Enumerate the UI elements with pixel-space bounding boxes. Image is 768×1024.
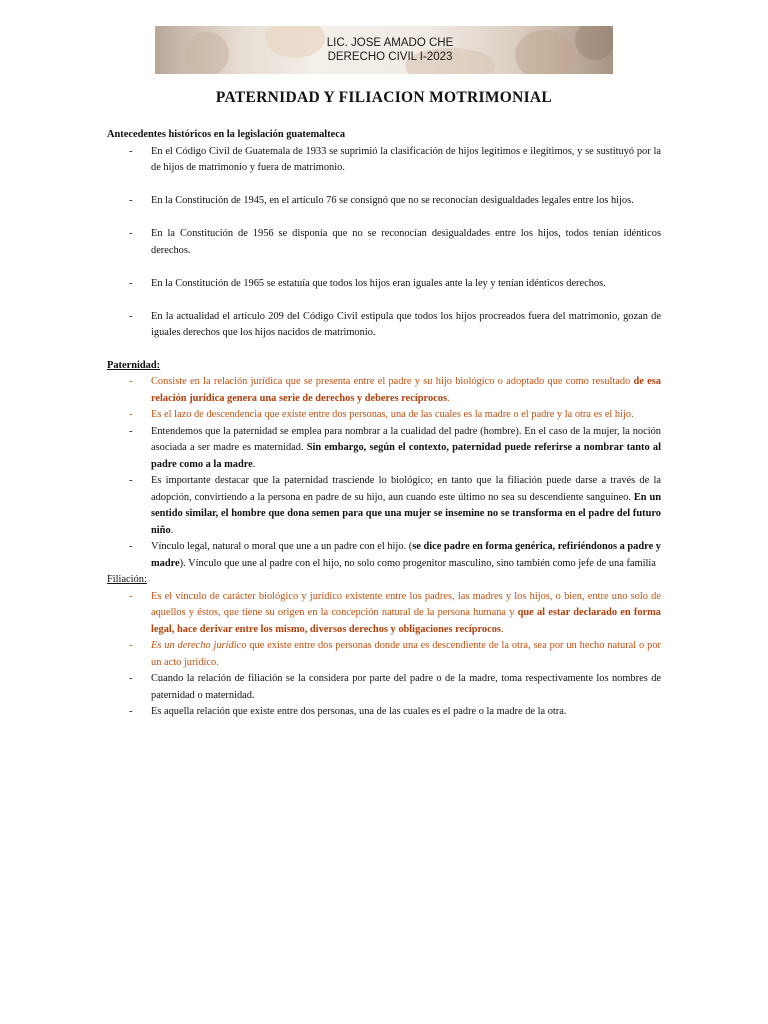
bullet-dash: - (129, 640, 133, 651)
bullet-dash: - (129, 425, 133, 437)
filiacion-heading: Filiación: (107, 574, 147, 585)
paternidad-heading: Paternidad: (107, 359, 161, 371)
bullet-dash: - (129, 706, 133, 717)
bullet-dash: - (129, 228, 133, 239)
list-item: - Consiste en la relación jurídica que se presenta entre el padre y su hijo biológico o adoptado que como resultado de esa relación jurídica genera una serie de derechos y deberes recíprocos. (129, 376, 662, 404)
list-item: - En la Constitución de 1945, en el artículo 76 se consignó que no se reconocían desigualdades legales entre los hijos. (107, 193, 661, 210)
document-title: PATERNIDAD Y FILIACION MOTRIMONIAL (215, 89, 553, 106)
paternidad-list (107, 374, 661, 572)
list-item: - Es un derecho jurídico que existe entre dos personas donde una es descendiente de la otra, sea por un hecho natural o por un acto jurídico. (129, 640, 661, 668)
bullet-dash: - (129, 590, 133, 602)
list-item: - Entendemos que la paternidad se emplea para nombrar a la cualidad del padre (hombre). En el caso de la mujer, la noción asociada a ser madre es maternidad. Sin embargo, según el contexto, paternidad puede referirse a nombrar tanto al padre como a la madre. (129, 425, 661, 470)
list-item: - Es importante destacar que la paternidad trasciende lo biológico; en tanto que la filiación puede darse a través de la adopción, convirtiendo a la persona en padre de su hijo, aun cuando este último no sea su descendiente sanguíneo. En un sentido similar, el hombre que dona semen para que una mujer se insemine no se transforma en el padre del futuro niño. (129, 475, 662, 536)
course-name: DERECHO CIVIL I-2023 (327, 51, 453, 63)
header-banner (155, 26, 613, 74)
bullet-dash: - (129, 277, 133, 289)
bullet-dash: - (129, 195, 133, 206)
list-item: - En la Constitución de 1965 se estatuía que todos los hijos eran iguales ante la ley y tenían idénticos derechos. (107, 276, 661, 293)
bullet-dash: - (129, 409, 133, 420)
banner-text (155, 36, 613, 64)
list-item: - En la Constitución de 1956 se disponía que no se reconocían desigualdades entre los hijos, todos tenían idénticos derechos. (129, 228, 661, 256)
antecedentes-heading: Antecedentes históricos en la legislación guatemalteca (107, 129, 346, 140)
filiacion-list (107, 589, 661, 721)
author-name: LIC. JOSE AMADO CHE (326, 37, 454, 49)
list-item: - Es el lazo de descendencia que existe entre dos personas, una de las cuales es la madre o el padre y la otra es el hijo. (107, 407, 661, 424)
list-item: - En la actualidad el artículo 209 del Código Civil estipula que todos los hijos procreados fuera del matrimonio, gozan de iguales derechos que los hijos nacidos de matrimonio. (129, 310, 661, 338)
list-item: - Es el vínculo de carácter biológico y jurídico existente entre los padres, las madres y los hijos, o bien, entre uno solo de aquellos y éstos, que tiene su origen en la concepción natural de la persona humana y que al estar declarado en forma legal, hace derivar entre los mismo, diversos derechos y obligaciones recíprocos. (129, 590, 661, 635)
bullet-dash: - (129, 475, 133, 486)
document-body (107, 127, 661, 721)
bullet-dash: - (129, 376, 133, 387)
bullet-dash: - (129, 673, 133, 684)
bullet-dash: - (129, 310, 133, 322)
list-item: - En el Código Civil de Guatemala de 1933 se suprimió la clasificación de hijos legítimos e ilegítimos, y se sustituyó por la de hijos de matrimonio y fuera de matrimonio. (129, 145, 661, 173)
list-item: - Vínculo legal, natural o moral que une a un padre con el hijo. (se dice padre en forma genérica, refiriéndonos a padre y madre). Vínculo que une al padre con el hijo, no solo como progenitor masculino, sino también como jefe de una familia (129, 541, 661, 569)
bullet-dash: - (129, 145, 133, 157)
antecedentes-list (107, 144, 661, 342)
list-item: - Cuando la relación de filiación se la considera por parte del padre o de la madre, toma respectivamente los nombres de paternidad o maternidad. (129, 673, 661, 701)
list-item: - Es aquella relación que existe entre dos personas, una de las cuales es el padre o la madre de la otra. (107, 704, 661, 721)
bullet-dash: - (129, 541, 133, 552)
